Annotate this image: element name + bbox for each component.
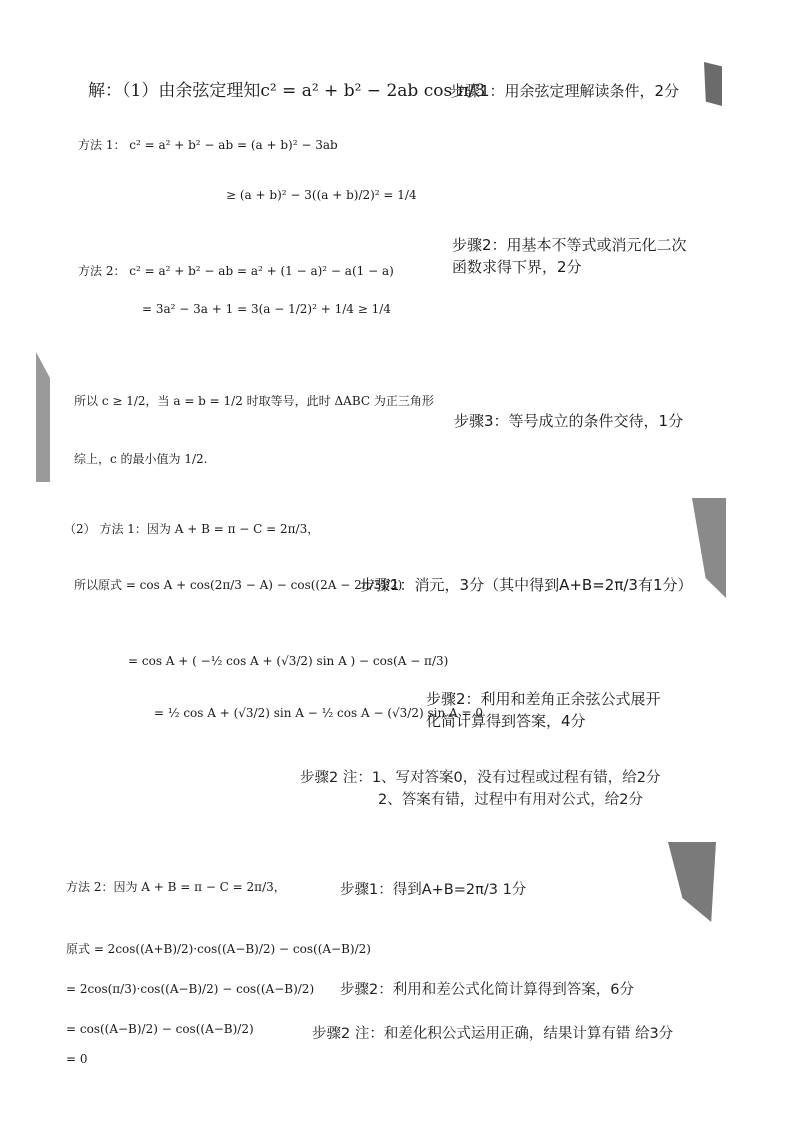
- part2-method1-line2: 所以原式 = cos A + cos(2π/3 − A) − cos((2A − 2π/3)/2): [74, 578, 403, 592]
- part2-step2-line1: 步骤2：利用和差角正余弦公式展开: [426, 690, 661, 708]
- part1-method1-line1: 方法 1： c² = a² + b² − ab = (a + b)² − 3ab: [78, 138, 338, 152]
- part1-step1: 步骤1：用余弦定理解读条件，2分: [450, 82, 680, 100]
- part2-step2-line2: 化简计算得到答案，4分: [426, 712, 586, 730]
- scan-mark-mid-right: [692, 498, 726, 598]
- scan-mark-left: [36, 352, 50, 482]
- part1-conclusion-line1: 所以 c ≥ 1/2，当 a = b = 1/2 时取等号，此时 ΔABC 为正三角形: [74, 394, 434, 408]
- part2-method2-line3: = 2cos(π/3)·cos((A−B)/2) − cos((A−B)/2): [66, 982, 315, 996]
- part1-method1-line2: ≥ (a + b)² − 3((a + b)/2)² = 1/4: [226, 188, 417, 202]
- part2-note-line2: 2、答案有错，过程中有用对公式，给2分: [378, 792, 643, 808]
- part2-method2-line1: 方法 2：因为 A + B = π − C = 2π/3，: [66, 880, 286, 894]
- part2-method1-line1: （2） 方法 1：因为 A + B = π − C = 2π/3，: [64, 522, 320, 536]
- part2-method2-step1: 步骤1：得到A+B=2π/3 1分: [340, 882, 527, 898]
- part2-method2-line5: = 0: [66, 1052, 88, 1066]
- scan-mark-top-right: [704, 62, 722, 106]
- part2-method2-line2: 原式 = 2cos((A+B)/2)·cos((A−B)/2) − cos((A−B)/2): [66, 942, 371, 956]
- part1-conclusion-line2: 综上，c 的最小值为 1/2.: [74, 452, 208, 466]
- part2-method1-line3: = cos A + ( −½ cos A + (√3/2) sin A ) − cos(A − π/3): [128, 654, 449, 668]
- part1-step3: 步骤3：等号成立的条件交待，1分: [454, 412, 684, 430]
- scan-mark-lower-right: [668, 842, 716, 922]
- part1-step2-line1: 步骤2：用基本不等式或消元化二次: [452, 236, 687, 254]
- part2-note-line1: 步骤2 注：1、写对答案0，没有过程或过程有错，给2分: [300, 770, 661, 786]
- part2-method2-step2: 步骤2：利用和差公式化简计算得到答案，6分: [340, 982, 634, 998]
- part1-step2-line2: 函数求得下界，2分: [452, 258, 582, 276]
- part2-method2-line4: = cos((A−B)/2) − cos((A−B)/2): [66, 1022, 254, 1036]
- part1-method2-line1: 方法 2： c² = a² + b² − ab = a² + (1 − a)² − a(1 − a): [78, 264, 394, 278]
- part2-method1-line4: = ½ cos A + (√3/2) sin A − ½ cos A − (√3/2) sin A = 0: [154, 706, 483, 720]
- part2-step1: 步骤1：消元，3分（其中得到A+B=2π/3有1分）: [360, 576, 693, 594]
- part1-method2-line2: = 3a² − 3a + 1 = 3(a − 1/2)² + 1/4 ≥ 1/4: [142, 302, 391, 316]
- part2-method2-note: 步骤2 注：和差化积公式运用正确，结果计算有错 给3分: [312, 1026, 674, 1042]
- part1-intro: 解：（1）由余弦定理知c² = a² + b² − 2ab cos π/3: [88, 81, 486, 101]
